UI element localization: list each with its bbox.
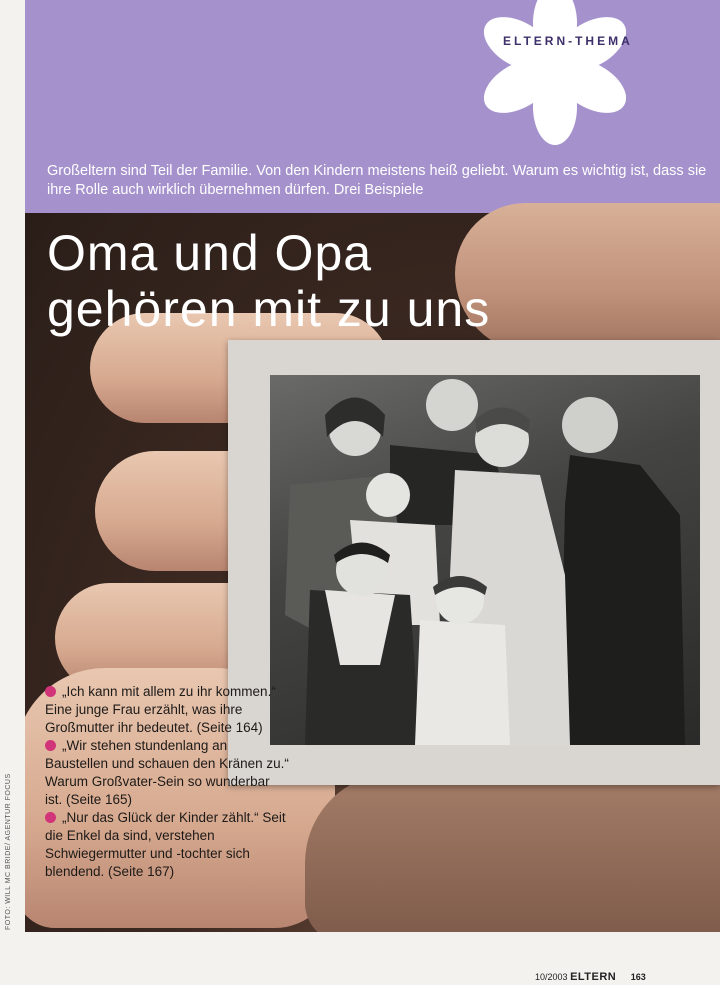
headline-line-2: gehören mit zu uns <box>47 281 491 337</box>
page-footer <box>535 971 646 983</box>
thumb-bottom <box>305 773 720 932</box>
thumb-top <box>455 203 720 353</box>
teaser-text: „Wir stehen stundenlang an Baustellen und schauen den Kränen zu.“ Warum Großvater-Sein so wunderbar ist. (Seite 165) <box>45 738 289 807</box>
teaser-item <box>45 683 290 737</box>
teaser-item <box>45 809 290 881</box>
cover-photo <box>25 213 720 932</box>
photo-credit: FOTO: WILL MC BRIDE/ AGENTUR FOCUS <box>5 773 12 930</box>
flower-graphic <box>455 0 655 160</box>
teaser-text: „Ich kann mit allem zu ihr kommen.“ Eine junge Frau erzählt, was ihre Großmutter ihr bedeutet. (Seite 164) <box>45 684 276 735</box>
magazine-page <box>25 0 720 932</box>
teaser-list <box>45 683 290 881</box>
teaser-text: „Nur das Glück der Kinder zählt.“ Seit die Enkel da sind, verstehen Schwiegermutter und -tochter sich blendend. (Seite 167) <box>45 810 286 879</box>
header-banner <box>25 0 720 213</box>
issue-date: 10/2003 <box>535 972 568 982</box>
bullet-dot-icon <box>45 740 56 751</box>
headline <box>47 225 490 337</box>
photo-frame <box>228 340 720 785</box>
headline-line-1: Oma und Opa <box>47 225 373 281</box>
family-figures <box>270 375 700 745</box>
teaser-item <box>45 737 290 809</box>
bullet-dot-icon <box>45 686 56 697</box>
page-number: 163 <box>630 972 646 982</box>
intro-text: Großeltern sind Teil der Familie. Von den Kindern meistens heiß geliebt. Warum es wichtig ist, dass sie ihre Rolle auch wirklich übernehmen dürfen. Drei Beispiele <box>47 163 707 198</box>
family-photo <box>270 375 700 745</box>
magazine-name: ELTERN <box>570 971 617 983</box>
section-label: ELTERN-THEMA <box>503 34 633 48</box>
bullet-dot-icon <box>45 812 56 823</box>
